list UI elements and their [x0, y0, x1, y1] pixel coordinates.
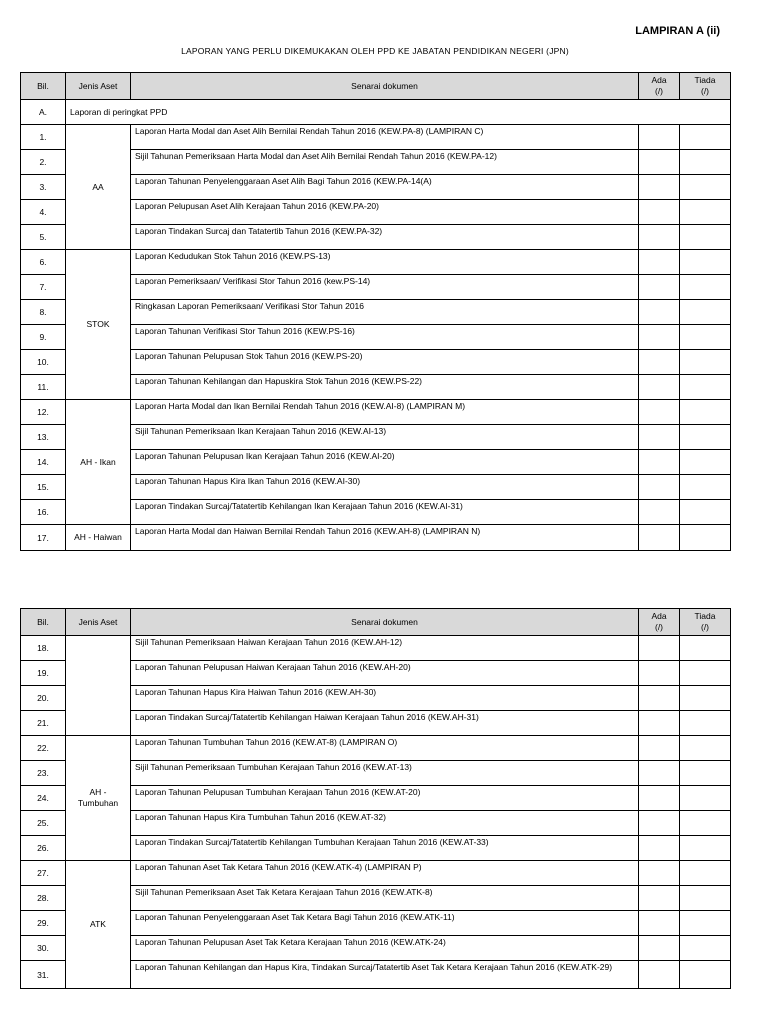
- header-ada-label: Ada: [651, 75, 667, 85]
- header-bil: Bil.: [21, 73, 66, 100]
- ada-checkbox-cell[interactable]: [639, 500, 680, 525]
- ada-checkbox-cell[interactable]: [639, 761, 680, 786]
- row-number: 23.: [21, 761, 66, 786]
- tiada-checkbox-cell[interactable]: [680, 225, 731, 250]
- tiada-checkbox-cell[interactable]: [680, 475, 731, 500]
- row-number: 10.: [21, 350, 66, 375]
- document-name: Laporan Harta Modal dan Haiwan Bernilai Rendah Tahun 2016 (KEW.AH-8) (LAMPIRAN N): [131, 525, 639, 551]
- tiada-checkbox-cell[interactable]: [680, 811, 731, 836]
- row-number: 27.: [21, 861, 66, 886]
- tiada-checkbox-cell[interactable]: [680, 375, 731, 400]
- row-number: 26.: [21, 836, 66, 861]
- row-number: 2.: [21, 150, 66, 175]
- row-number: 13.: [21, 425, 66, 450]
- row-number: 22.: [21, 736, 66, 761]
- row-number: 16.: [21, 500, 66, 525]
- header-tiada: [680, 73, 731, 100]
- table-row: [21, 400, 731, 425]
- row-number: 30.: [21, 936, 66, 961]
- document-name: Sijil Tahunan Pemeriksaan Harta Modal dan Aset Alih Bernilai Rendah Tahun 2016 (KEW.PA-12): [131, 150, 639, 175]
- table-header-row: [21, 73, 731, 100]
- document-name: Laporan Tahunan Kehilangan dan Hapuskira Stok Tahun 2016 (KEW.PS-22): [131, 375, 639, 400]
- document-name: Laporan Tahunan Hapus Kira Tumbuhan Tahun 2016 (KEW.AT-32): [131, 811, 639, 836]
- tiada-checkbox-cell[interactable]: [680, 300, 731, 325]
- ada-checkbox-cell[interactable]: [639, 886, 680, 911]
- ada-checkbox-cell[interactable]: [639, 475, 680, 500]
- tiada-checkbox-cell[interactable]: [680, 425, 731, 450]
- document-name: Laporan Tahunan Hapus Kira Ikan Tahun 2016 (KEW.AI-30): [131, 475, 639, 500]
- table-row: [21, 861, 731, 886]
- tiada-checkbox-cell[interactable]: [680, 661, 731, 686]
- tiada-checkbox-cell[interactable]: [680, 525, 731, 551]
- row-number: 5.: [21, 225, 66, 250]
- tiada-checkbox-cell[interactable]: [680, 636, 731, 661]
- header-tiada-mark: (/): [700, 622, 710, 632]
- row-number: 3.: [21, 175, 66, 200]
- ada-checkbox-cell[interactable]: [639, 450, 680, 475]
- document-name: Sijil Tahunan Pemeriksaan Tumbuhan Kerajaan Tahun 2016 (KEW.AT-13): [131, 761, 639, 786]
- document-name: Laporan Tahunan Kehilangan dan Hapus Kira, Tindakan Surcaj/Tatatertib Aset Tak Ketara Kerajaan Tahun 2016 (KEW.ATK-29): [131, 961, 639, 989]
- document-name: Laporan Tahunan Penyelenggaraan Aset Alih Bagi Tahun 2016 (KEW.PA-14(A): [131, 175, 639, 200]
- table-row: [21, 525, 731, 551]
- tiada-checkbox-cell[interactable]: [680, 250, 731, 275]
- row-number: 7.: [21, 275, 66, 300]
- header-tiada-label: Tiada: [694, 611, 716, 621]
- tiada-checkbox-cell[interactable]: [680, 350, 731, 375]
- tiada-checkbox-cell[interactable]: [680, 736, 731, 761]
- header-tiada-label: Tiada: [694, 75, 716, 85]
- page-title: LAPORAN YANG PERLU DIKEMUKAKAN OLEH PPD KE JABATAN PENDIDIKAN NEGERI (JPN): [181, 46, 569, 56]
- header-ada-label: Ada: [651, 611, 667, 621]
- document-name: Laporan Tahunan Verifikasi Stor Tahun 2016 (KEW.PS-16): [131, 325, 639, 350]
- row-number: 18.: [21, 636, 66, 661]
- tiada-checkbox-cell[interactable]: [680, 936, 731, 961]
- header-jenis-aset: Jenis Aset: [66, 73, 131, 100]
- ada-checkbox-cell[interactable]: [639, 375, 680, 400]
- row-number: 11.: [21, 375, 66, 400]
- lampiran-label: LAMPIRAN A (ii): [635, 25, 720, 37]
- document-name: Laporan Tindakan Surcaj/Tatatertib Kehilangan Tumbuhan Kerajaan Tahun 2016 (KEW.AT-33): [131, 836, 639, 861]
- document-name: Laporan Tahunan Pelupusan Stok Tahun 2016 (KEW.PS-20): [131, 350, 639, 375]
- document-name: Laporan Tahunan Tumbuhan Tahun 2016 (KEW.AT-8) (LAMPIRAN O): [131, 736, 639, 761]
- header-ada-mark: (/): [654, 622, 664, 632]
- ada-checkbox-cell[interactable]: [639, 400, 680, 425]
- tiada-checkbox-cell[interactable]: [680, 711, 731, 736]
- tiada-checkbox-cell[interactable]: [680, 961, 731, 989]
- document-name: Laporan Kedudukan Stok Tahun 2016 (KEW.PS-13): [131, 250, 639, 275]
- ada-checkbox-cell[interactable]: [639, 936, 680, 961]
- row-number: 6.: [21, 250, 66, 275]
- document-name: Sijil Tahunan Pemeriksaan Ikan Kerajaan Tahun 2016 (KEW.AI-13): [131, 425, 639, 450]
- section-row: [21, 100, 731, 125]
- header-tiada: [680, 609, 731, 636]
- ada-checkbox-cell[interactable]: [639, 861, 680, 886]
- tiada-checkbox-cell[interactable]: [680, 886, 731, 911]
- document-name: Laporan Pelupusan Aset Alih Kerajaan Tahun 2016 (KEW.PA-20): [131, 200, 639, 225]
- table-header-row: [21, 609, 731, 636]
- document-name: Ringkasan Laporan Pemeriksaan/ Verifikasi Stor Tahun 2016: [131, 300, 639, 325]
- document-name: Sijil Tahunan Pemeriksaan Aset Tak Ketara Kerajaan Tahun 2016 (KEW.ATK-8): [131, 886, 639, 911]
- document-name: Laporan Pemeriksaan/ Verifikasi Stor Tahun 2016 (kew.PS-14): [131, 275, 639, 300]
- document-name: Laporan Tahunan Pelupusan Ikan Kerajaan Tahun 2016 (KEW.AI-20): [131, 450, 639, 475]
- header-ada: [639, 609, 680, 636]
- asset-type-stok: STOK: [66, 250, 131, 400]
- ada-checkbox-cell[interactable]: [639, 150, 680, 175]
- asset-type-ah-tumbuhan: AH - Tumbuhan: [66, 736, 131, 861]
- ada-checkbox-cell[interactable]: [639, 350, 680, 375]
- tiada-checkbox-cell[interactable]: [680, 861, 731, 886]
- document-name: Laporan Tahunan Hapus Kira Haiwan Tahun 2016 (KEW.AH-30): [131, 686, 639, 711]
- tiada-checkbox-cell[interactable]: [680, 150, 731, 175]
- table-row: [21, 250, 731, 275]
- tiada-checkbox-cell[interactable]: [680, 911, 731, 936]
- document-name: Laporan Harta Modal dan Aset Alih Bernilai Rendah Tahun 2016 (KEW.PA-8) (LAMPIRAN C): [131, 125, 639, 150]
- tiada-checkbox-cell[interactable]: [680, 175, 731, 200]
- tiada-checkbox-cell[interactable]: [680, 761, 731, 786]
- row-number: 8.: [21, 300, 66, 325]
- header-senarai-dokumen: Senarai dokumen: [131, 609, 639, 636]
- ada-checkbox-cell[interactable]: [639, 200, 680, 225]
- document-name: Laporan Tindakan Surcaj/Tatatertib Kehilangan Ikan Kerajaan Tahun 2016 (KEW.AI-31): [131, 500, 639, 525]
- tiada-checkbox-cell[interactable]: [680, 786, 731, 811]
- document-name: Laporan Tahunan Pelupusan Haiwan Kerajaan Tahun 2016 (KEW.AH-20): [131, 661, 639, 686]
- ada-checkbox-cell[interactable]: [639, 736, 680, 761]
- document-name: Laporan Tindakan Surcaj dan Tatatertib Tahun 2016 (KEW.PA-32): [131, 225, 639, 250]
- row-number: 9.: [21, 325, 66, 350]
- tiada-checkbox-cell[interactable]: [680, 400, 731, 425]
- tiada-checkbox-cell[interactable]: [680, 200, 731, 225]
- ada-checkbox-cell[interactable]: [639, 686, 680, 711]
- ada-checkbox-cell[interactable]: [639, 300, 680, 325]
- row-number: 12.: [21, 400, 66, 425]
- row-number: 21.: [21, 711, 66, 736]
- ada-checkbox-cell[interactable]: [639, 911, 680, 936]
- ada-checkbox-cell[interactable]: [639, 275, 680, 300]
- ada-checkbox-cell[interactable]: [639, 711, 680, 736]
- ada-checkbox-cell[interactable]: [639, 425, 680, 450]
- row-number: 14.: [21, 450, 66, 475]
- row-number: 25.: [21, 811, 66, 836]
- row-number: 28.: [21, 886, 66, 911]
- tiada-checkbox-cell[interactable]: [680, 836, 731, 861]
- row-number: 20.: [21, 686, 66, 711]
- ada-checkbox-cell[interactable]: [639, 525, 680, 551]
- row-number: 24.: [21, 786, 66, 811]
- ada-checkbox-cell[interactable]: [639, 175, 680, 200]
- row-number: 1.: [21, 125, 66, 150]
- document-name: Laporan Tahunan Penyelenggaraan Aset Tak Ketara Bagi Tahun 2016 (KEW.ATK-11): [131, 911, 639, 936]
- table-row: [21, 636, 731, 661]
- asset-type-ah-haiwan: AH - Haiwan: [66, 525, 131, 551]
- ada-checkbox-cell[interactable]: [639, 836, 680, 861]
- header-jenis-aset: Jenis Aset: [66, 609, 131, 636]
- asset-type-aa: AA: [66, 125, 131, 250]
- header-ada-mark: (/): [654, 86, 664, 96]
- ada-checkbox-cell[interactable]: [639, 225, 680, 250]
- row-number: 15.: [21, 475, 66, 500]
- document-name: Sijil Tahunan Pemeriksaan Haiwan Kerajaan Tahun 2016 (KEW.AH-12): [131, 636, 639, 661]
- row-number: 31.: [21, 961, 66, 989]
- ada-checkbox-cell[interactable]: [639, 786, 680, 811]
- ada-checkbox-cell[interactable]: [639, 961, 680, 989]
- document-name: Laporan Tahunan Aset Tak Ketara Tahun 2016 (KEW.ATK-4) (LAMPIRAN P): [131, 861, 639, 886]
- ada-checkbox-cell[interactable]: [639, 811, 680, 836]
- header-tiada-mark: (/): [700, 86, 710, 96]
- row-number: 4.: [21, 200, 66, 225]
- section-label: Laporan di peringkat PPD: [66, 100, 731, 125]
- ada-checkbox-cell[interactable]: [639, 125, 680, 150]
- asset-type-ah-ikan: AH - Ikan: [66, 400, 131, 525]
- tiada-checkbox-cell[interactable]: [680, 686, 731, 711]
- tiada-checkbox-cell[interactable]: [680, 325, 731, 350]
- ada-checkbox-cell[interactable]: [639, 325, 680, 350]
- row-number: 17.: [21, 525, 66, 551]
- tiada-checkbox-cell[interactable]: [680, 450, 731, 475]
- table-row: [21, 125, 731, 150]
- ada-checkbox-cell[interactable]: [639, 250, 680, 275]
- document-name: Laporan Tindakan Surcaj/Tatatertib Kehilangan Haiwan Kerajaan Tahun 2016 (KEW.AH-31): [131, 711, 639, 736]
- document-name: Laporan Harta Modal dan Ikan Bernilai Rendah Tahun 2016 (KEW.AI-8) (LAMPIRAN M): [131, 400, 639, 425]
- header-bil: Bil.: [21, 609, 66, 636]
- header-ada: [639, 73, 680, 100]
- ada-checkbox-cell[interactable]: [639, 636, 680, 661]
- document-name: Laporan Tahunan Pelupusan Aset Tak Ketara Kerajaan Tahun 2016 (KEW.ATK-24): [131, 936, 639, 961]
- section-number: A.: [21, 100, 66, 125]
- document-table-2: [20, 608, 731, 989]
- document-name: Laporan Tahunan Pelupusan Tumbuhan Kerajaan Tahun 2016 (KEW.AT-20): [131, 786, 639, 811]
- asset-type-ah-haiwan-cont: [66, 636, 131, 736]
- row-number: 29.: [21, 911, 66, 936]
- document-table-1: [20, 72, 731, 551]
- header-senarai-dokumen: Senarai dokumen: [131, 73, 639, 100]
- tiada-checkbox-cell[interactable]: [680, 125, 731, 150]
- asset-type-atk: ATK: [66, 861, 131, 989]
- tiada-checkbox-cell[interactable]: [680, 275, 731, 300]
- tiada-checkbox-cell[interactable]: [680, 500, 731, 525]
- table-row: [21, 736, 731, 761]
- row-number: 19.: [21, 661, 66, 686]
- ada-checkbox-cell[interactable]: [639, 661, 680, 686]
